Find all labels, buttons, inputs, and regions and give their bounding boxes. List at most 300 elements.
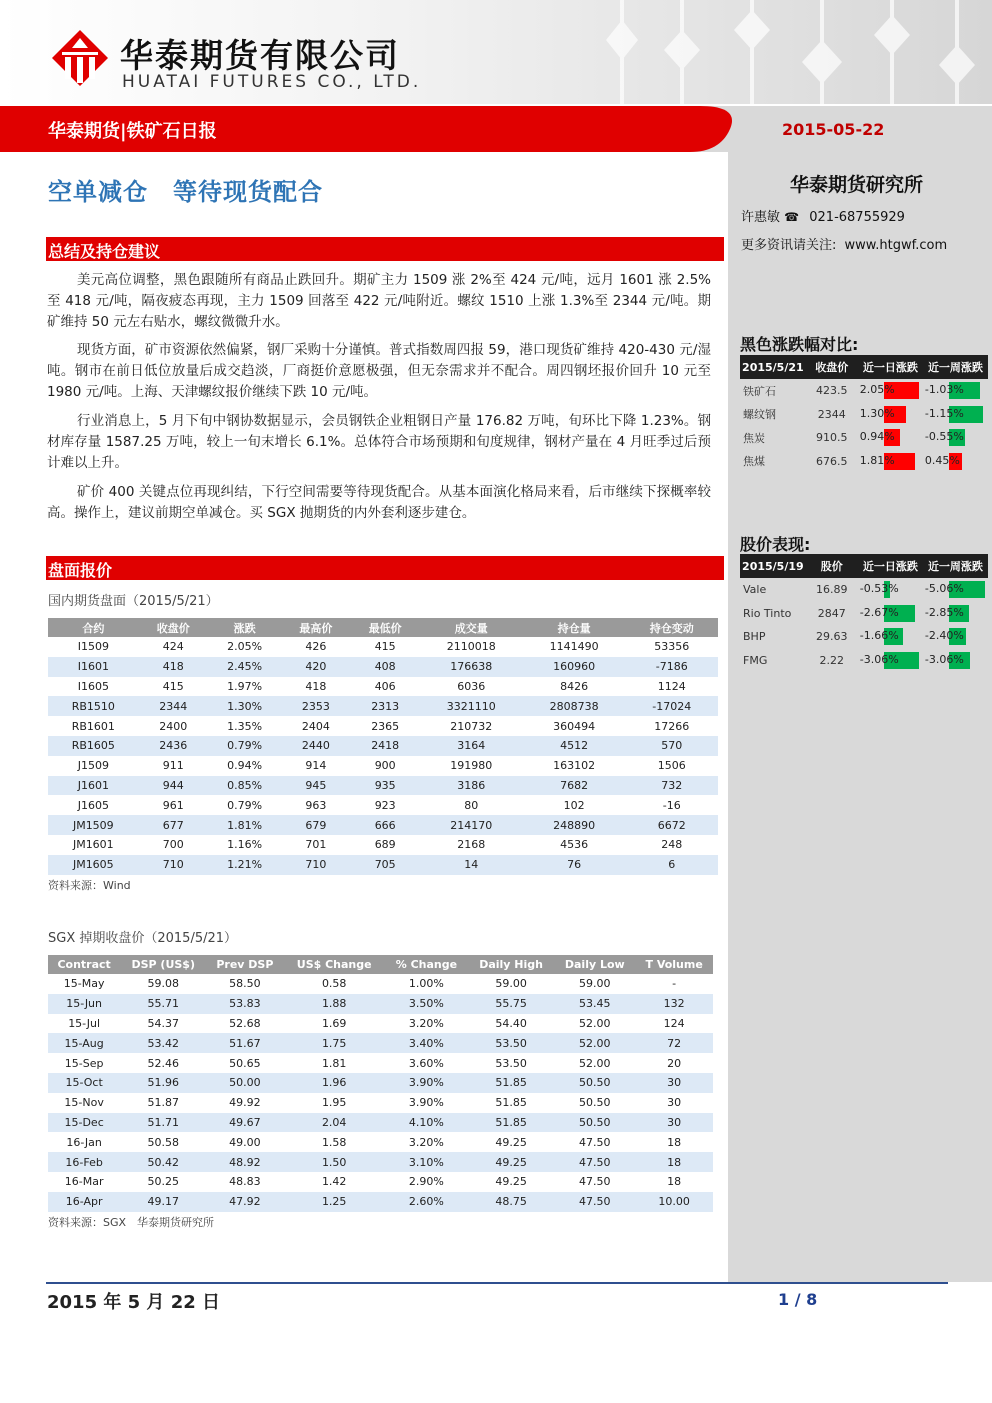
change-value: 2.05% bbox=[859, 383, 895, 396]
table-row bbox=[740, 578, 988, 602]
table-cell: 51.85 bbox=[468, 1113, 554, 1133]
table-cell: 51.85 bbox=[468, 1073, 554, 1093]
table-cell: 2344 bbox=[139, 696, 208, 716]
table-cell: JM1605 bbox=[48, 855, 139, 875]
table-cell: 570 bbox=[626, 736, 718, 756]
table-cell: 2808738 bbox=[523, 696, 626, 716]
stock-name: Rio Tinto bbox=[743, 606, 792, 620]
table-cell: 1.81% bbox=[208, 815, 281, 835]
table-cell: 53.45 bbox=[554, 994, 635, 1014]
table-cell: I1509 bbox=[77, 640, 109, 654]
col-header: US$ Change bbox=[284, 955, 385, 974]
table-cell: 8426 bbox=[560, 679, 589, 693]
col-header: Prev DSP bbox=[206, 955, 283, 974]
table-cell: 1.75 bbox=[284, 1033, 385, 1053]
table-cell: 15-May bbox=[63, 977, 105, 991]
table-cell: 59.00 bbox=[579, 977, 611, 991]
change-bar-cell bbox=[923, 379, 988, 403]
table-cell: 18 bbox=[635, 1152, 713, 1172]
table-cell: 2418 bbox=[351, 736, 420, 756]
change-value: -5.06% bbox=[924, 582, 964, 595]
change-bar-cell bbox=[858, 649, 923, 673]
stock-performance-title: 股价表现: bbox=[740, 535, 811, 554]
change-value: -1.03% bbox=[924, 383, 964, 396]
summary-paragraph: 矿价 400 关键点位再现纠结，下行空间需要等待现货配合。从基本面演化格局来看，后市继续下探概率较高。操作上，建议前期空单减仓。买 SGX 抛期货的内外套利逐步建仓。 bbox=[47, 484, 711, 521]
table-cell: 76 bbox=[523, 855, 626, 875]
change-value: 1.30% bbox=[859, 406, 895, 420]
sgx-source: 资料来源：SGX 华泰期货研究所 bbox=[48, 1216, 215, 1229]
change-value: -1.66% bbox=[859, 629, 899, 642]
col-header: 2015/5/21 bbox=[740, 355, 806, 379]
table-cell: 55.75 bbox=[468, 994, 554, 1014]
col-header: 近一日涨跌 bbox=[858, 554, 923, 578]
table-cell: 51.87 bbox=[147, 1096, 179, 1110]
col-header: 最高价 bbox=[281, 618, 350, 637]
table-row bbox=[740, 450, 988, 474]
footer-divider bbox=[46, 1282, 948, 1284]
black-compare-table bbox=[740, 355, 988, 473]
table-row bbox=[740, 403, 988, 427]
table-cell: 2436 bbox=[139, 736, 208, 756]
table-row bbox=[740, 625, 988, 649]
table-cell: 1506 bbox=[657, 759, 686, 773]
change-value: -0.53% bbox=[859, 582, 899, 595]
page-header bbox=[0, 0, 992, 104]
stock-name: FMG bbox=[743, 653, 768, 667]
col-header: 股价 bbox=[806, 554, 858, 578]
table-cell: 50.65 bbox=[229, 1056, 261, 1070]
table-cell: 52.00 bbox=[579, 1016, 611, 1030]
table-cell: 1.42 bbox=[321, 1175, 347, 1189]
change-value: -3.06% bbox=[924, 652, 964, 666]
table-cell: 923 bbox=[374, 798, 396, 812]
table-cell: 53.50 bbox=[468, 1033, 554, 1053]
table-cell: 16-Jan bbox=[66, 1135, 102, 1149]
table-cell: 15-Jul bbox=[68, 1016, 101, 1030]
change-value: -2.67% bbox=[859, 605, 899, 619]
col-header: % Change bbox=[385, 955, 468, 974]
table-cell: 1.30% bbox=[208, 696, 281, 716]
table-cell: 3.40% bbox=[385, 1033, 468, 1053]
change-bar-cell bbox=[923, 426, 988, 450]
table-cell: 689 bbox=[374, 838, 396, 852]
sidebar bbox=[728, 152, 992, 1282]
table-cell: 52.00 bbox=[579, 1056, 611, 1070]
table-cell: 3186 bbox=[420, 776, 523, 796]
table-cell: RB1510 bbox=[48, 696, 139, 716]
table-cell: 49.17 bbox=[120, 1192, 206, 1212]
stock-price: 2.22 bbox=[819, 653, 844, 667]
table-cell: I1605 bbox=[77, 679, 109, 693]
table-cell: 214170 bbox=[420, 815, 523, 835]
table-cell: 426 bbox=[305, 640, 327, 654]
table-cell: 49.67 bbox=[206, 1113, 283, 1133]
table-cell: 15-Aug bbox=[48, 1033, 120, 1053]
table-cell: 945 bbox=[281, 776, 350, 796]
table-cell: 52.68 bbox=[229, 1016, 261, 1030]
table-cell: 2353 bbox=[281, 696, 350, 716]
col-header: 近一周涨跌 bbox=[923, 554, 988, 578]
table-cell: 1.58 bbox=[321, 1135, 347, 1149]
table-cell: 72 bbox=[635, 1033, 713, 1053]
table-row bbox=[48, 657, 718, 677]
table-cell: 53.83 bbox=[206, 994, 283, 1014]
table-row bbox=[48, 1073, 713, 1093]
commodity-name: 焦煤 bbox=[743, 455, 765, 469]
table-cell: 1.95 bbox=[321, 1096, 347, 1110]
table-row bbox=[48, 1113, 713, 1133]
table-cell: 102 bbox=[563, 798, 585, 812]
col-header: 成交量 bbox=[420, 618, 523, 637]
change-bar-cell bbox=[923, 578, 988, 602]
header-decoration bbox=[560, 0, 992, 104]
table-cell: 4.10% bbox=[385, 1113, 468, 1133]
table-cell: 15-Nov bbox=[64, 1096, 104, 1110]
table-cell: 7682 bbox=[523, 776, 626, 796]
table-cell: 48.83 bbox=[229, 1175, 261, 1189]
table-cell: 3.10% bbox=[385, 1152, 468, 1172]
table-cell: 418 bbox=[305, 679, 327, 693]
table-cell: 1.21% bbox=[208, 855, 281, 875]
table-cell: 48.75 bbox=[468, 1192, 554, 1212]
table-cell: 30 bbox=[635, 1073, 713, 1093]
table-cell: 961 bbox=[162, 798, 184, 812]
table-cell: 210732 bbox=[450, 719, 493, 733]
change-value: -2.85% bbox=[924, 605, 964, 619]
col-header: Daily High bbox=[468, 955, 554, 974]
table-cell: 1.97% bbox=[227, 679, 263, 693]
change-value: -0.55% bbox=[924, 430, 964, 443]
table-cell: 677 bbox=[139, 815, 208, 835]
footer-date: 2015 年 5 月 22 日 bbox=[47, 1292, 221, 1313]
table-cell: 2168 bbox=[457, 838, 486, 852]
table-row bbox=[48, 994, 713, 1014]
col-header: T Volume bbox=[635, 955, 713, 974]
table-cell: 30 bbox=[667, 1096, 682, 1110]
table-cell: 3.60% bbox=[408, 1056, 444, 1070]
table-row bbox=[740, 602, 988, 626]
change-bar-cell bbox=[923, 625, 988, 649]
sgx-swap-table bbox=[48, 955, 713, 1212]
table-cell: 17266 bbox=[654, 719, 690, 733]
table-cell: 1.35% bbox=[227, 719, 263, 733]
commodity-name: 铁矿石 bbox=[743, 384, 776, 398]
table-row bbox=[740, 379, 988, 403]
col-header: 合约 bbox=[48, 618, 139, 637]
change-bar-cell bbox=[923, 403, 988, 427]
table-cell: 3.50% bbox=[385, 994, 468, 1014]
change-bar-cell bbox=[858, 450, 923, 474]
report-date: 2015-05-22 bbox=[782, 120, 885, 139]
change-value: 1.81% bbox=[859, 453, 895, 467]
website-link[interactable]: www.htgwf.com bbox=[844, 238, 948, 253]
table-cell: 2.90% bbox=[408, 1175, 444, 1189]
table-cell: 2400 bbox=[159, 719, 188, 733]
change-bar-cell bbox=[858, 426, 923, 450]
table-cell: 3164 bbox=[420, 736, 523, 756]
change-bar-cell bbox=[923, 450, 988, 474]
table-row bbox=[48, 815, 718, 835]
table-cell: 50.00 bbox=[206, 1073, 283, 1093]
close-price: 676.5 bbox=[816, 454, 848, 468]
table-row bbox=[740, 426, 988, 450]
table-cell: 3.90% bbox=[385, 1073, 468, 1093]
table-cell: 80 bbox=[464, 798, 479, 812]
commodity-name: 螺纹钢 bbox=[743, 408, 776, 422]
table-cell: 2.45% bbox=[208, 657, 281, 677]
black-compare-title: 黑色涨跌幅对比: bbox=[740, 335, 859, 354]
col-header: 收盘价 bbox=[139, 618, 208, 637]
sgx-table-title: SGX 掉期收盘价（2015/5/21） bbox=[48, 931, 238, 946]
table-cell: 47.50 bbox=[579, 1135, 611, 1149]
change-bar-cell bbox=[858, 625, 923, 649]
table-cell: JM1601 bbox=[72, 838, 114, 852]
company-name-cn: 华泰期货有限公司 bbox=[120, 36, 400, 75]
table-cell: 2110018 bbox=[446, 640, 496, 654]
col-header: 涨跌 bbox=[208, 618, 281, 637]
table-cell: 16-Apr bbox=[48, 1192, 120, 1212]
table-cell: 914 bbox=[305, 759, 327, 773]
table-cell: 15-Sep bbox=[64, 1056, 104, 1070]
table-row bbox=[48, 1152, 713, 1172]
change-value: -2.40% bbox=[924, 629, 964, 642]
table-cell: J1605 bbox=[77, 798, 109, 812]
summary-paragraph: 现货方面，矿市资源依然偏紧，钢厂采购十分谨慎。普式指数周四报 59，港口现货矿维持 420-430 元/湿吨。钢市在前日低位放量后成交趋淡，厂商挺价意愿极强，但无奈需求并不配合。周四钢坯报价回升 10 元至 1980 元/吨。上海、天津螺纹报价继续下跌 10 元/吨。 bbox=[47, 342, 711, 400]
stock-price: 29.63 bbox=[816, 630, 848, 644]
change-value: 0.94% bbox=[859, 430, 895, 443]
table-cell: 47.50 bbox=[554, 1192, 635, 1212]
table-row bbox=[48, 756, 718, 776]
table-cell: 418 bbox=[139, 657, 208, 677]
change-bar-cell bbox=[858, 602, 923, 626]
table-cell: -16 bbox=[662, 798, 681, 812]
table-cell: 50.58 bbox=[147, 1135, 179, 1149]
table-cell: 935 bbox=[351, 776, 420, 796]
table-cell: 0.85% bbox=[208, 776, 281, 796]
table-cell: 0.79% bbox=[208, 736, 281, 756]
table-cell: 0.94% bbox=[227, 759, 263, 773]
table-cell: 1.25 bbox=[284, 1192, 385, 1212]
table-cell: 1.81 bbox=[321, 1056, 347, 1070]
change-bar-cell bbox=[858, 578, 923, 602]
table-cell: 51.71 bbox=[120, 1113, 206, 1133]
table-cell: 710 bbox=[281, 855, 350, 875]
table-cell: 2365 bbox=[371, 719, 400, 733]
domestic-futures-table bbox=[48, 618, 718, 875]
table-cell: 49.25 bbox=[495, 1135, 527, 1149]
institute-name: 华泰期货研究所 bbox=[790, 174, 924, 196]
table-cell: 700 bbox=[162, 838, 184, 852]
col-header: 2015/5/19 bbox=[740, 554, 806, 578]
table-cell: 944 bbox=[139, 776, 208, 796]
table-cell: RB1601 bbox=[71, 719, 115, 733]
table-cell: 48.92 bbox=[206, 1152, 283, 1172]
table-cell: 6 bbox=[626, 855, 718, 875]
table-cell: 50.42 bbox=[120, 1152, 206, 1172]
table-cell: 2440 bbox=[281, 736, 350, 756]
table-cell: 6672 bbox=[626, 815, 718, 835]
table-cell: 710 bbox=[139, 855, 208, 875]
table-cell: 963 bbox=[305, 798, 327, 812]
table-row bbox=[48, 677, 718, 697]
table-cell: 163102 bbox=[553, 759, 596, 773]
table-cell: - bbox=[672, 977, 677, 991]
table-cell: 1.69 bbox=[321, 1016, 347, 1030]
table-cell: 16-Mar bbox=[64, 1175, 104, 1189]
table-row bbox=[48, 696, 718, 716]
table-cell: J1509 bbox=[77, 759, 109, 773]
table-cell: 52.46 bbox=[147, 1056, 179, 1070]
summary-paragraph: 行业消息上，5 月下旬中钢协数据显示，会员钢铁企业粗钢日产量 176.82 万吨，旬环比下降 1.23%。钢材库存量 1587.25 万吨，较上一旬末增长 6.1%。总体符合市场预期和旬度规律，钢材产量在 4 月旺季过后预计难以上升。 bbox=[47, 413, 711, 471]
table-cell: RB1605 bbox=[48, 736, 139, 756]
report-series-title: 华泰期货|铁矿石日报 bbox=[48, 121, 217, 142]
table-cell: 6036 bbox=[457, 679, 486, 693]
table-cell: 701 bbox=[305, 838, 327, 852]
change-value: -3.06% bbox=[859, 652, 899, 666]
table-cell: 1124 bbox=[657, 679, 686, 693]
table-cell: 59.00 bbox=[495, 977, 527, 991]
table-cell: 2.60% bbox=[385, 1192, 468, 1212]
domestic-source: 资料来源：Wind bbox=[48, 879, 131, 892]
table-cell: 3.20% bbox=[408, 1016, 444, 1030]
quote-section-title: 盘面报价 bbox=[48, 561, 113, 580]
table-cell: 50.25 bbox=[147, 1175, 179, 1189]
table-row bbox=[48, 855, 718, 875]
table-cell: 14 bbox=[420, 855, 523, 875]
stock-performance-table bbox=[740, 554, 988, 672]
table-cell: 52.00 bbox=[554, 1033, 635, 1053]
page-number: 1 / 8 bbox=[778, 1290, 818, 1309]
table-cell: 50.50 bbox=[554, 1073, 635, 1093]
stock-price: 16.89 bbox=[816, 583, 848, 597]
table-row bbox=[48, 1132, 713, 1152]
table-cell: 1.88 bbox=[284, 994, 385, 1014]
summary-paragraph: 美元高位调整，黑色跟随所有商品止跌回升。期矿主力 1509 涨 2%至 424 元/吨，远月 1601 涨 2.5%至 418 元/吨，隔夜疲态再现，主力 1509 回落至 422 元/吨附近。螺纹 1510 上涨 1.3%至 2344 元/吨。期矿维持 50 元左右贴水，螺纹微微升水。 bbox=[47, 272, 711, 330]
commodity-name: 焦炭 bbox=[743, 431, 765, 445]
table-cell: I1601 bbox=[48, 657, 139, 677]
analyst-name: 许惠敏 bbox=[741, 210, 781, 225]
analyst-contact bbox=[741, 206, 905, 225]
table-cell: 16-Feb bbox=[48, 1152, 120, 1172]
table-cell: 408 bbox=[351, 657, 420, 677]
table-cell: 248890 bbox=[523, 815, 626, 835]
table-cell: 2.05% bbox=[227, 640, 263, 654]
table-cell: 50.50 bbox=[554, 1113, 635, 1133]
change-value: -1.15% bbox=[924, 406, 964, 420]
col-header: 近一日涨跌 bbox=[858, 355, 923, 379]
table-row bbox=[48, 974, 713, 994]
table-cell: 49.00 bbox=[229, 1135, 261, 1149]
table-cell: 248 bbox=[661, 838, 683, 852]
quote-section-bar bbox=[46, 556, 724, 580]
table-cell: 191980 bbox=[450, 759, 493, 773]
change-value: 0.45% bbox=[924, 453, 960, 467]
table-cell: 10.00 bbox=[635, 1192, 713, 1212]
table-cell: 424 bbox=[162, 640, 184, 654]
table-cell: 2404 bbox=[301, 719, 330, 733]
table-cell: -17024 bbox=[626, 696, 718, 716]
col-header: Contract bbox=[48, 955, 120, 974]
table-cell: 51.85 bbox=[495, 1096, 527, 1110]
table-row bbox=[48, 776, 718, 796]
stock-price: 2847 bbox=[817, 606, 846, 620]
table-cell: 15-Oct bbox=[48, 1073, 120, 1093]
table-cell: 2313 bbox=[351, 696, 420, 716]
table-cell: 49.25 bbox=[468, 1152, 554, 1172]
table-cell: 415 bbox=[374, 640, 396, 654]
table-cell: 20 bbox=[667, 1056, 682, 1070]
close-price: 910.5 bbox=[816, 431, 848, 445]
table-cell: 420 bbox=[281, 657, 350, 677]
col-header: 收盘价 bbox=[806, 355, 858, 379]
table-cell: 54.37 bbox=[147, 1016, 179, 1030]
more-info bbox=[741, 234, 947, 253]
table-cell: 49.92 bbox=[229, 1096, 261, 1110]
close-price: 2344 bbox=[817, 407, 846, 421]
table-cell: 406 bbox=[374, 679, 396, 693]
table-row bbox=[48, 1093, 713, 1113]
table-cell: 3.90% bbox=[408, 1096, 444, 1110]
table-row bbox=[48, 1014, 713, 1034]
stock-name: Vale bbox=[743, 583, 767, 597]
close-price: 423.5 bbox=[816, 384, 848, 398]
table-cell: 2.04 bbox=[284, 1113, 385, 1133]
table-cell: 51.96 bbox=[120, 1073, 206, 1093]
table-cell: J1601 bbox=[48, 776, 139, 796]
table-row bbox=[48, 716, 718, 736]
summary-section-title: 总结及持仓建议 bbox=[48, 242, 161, 261]
table-cell: 732 bbox=[626, 776, 718, 796]
table-cell: 59.08 bbox=[147, 977, 179, 991]
table-cell: 58.50 bbox=[229, 977, 261, 991]
table-cell: 53.50 bbox=[495, 1056, 527, 1070]
change-bar-cell bbox=[923, 602, 988, 626]
table-cell: 47.92 bbox=[206, 1192, 283, 1212]
domestic-table-title: 国内期货盘面（2015/5/21） bbox=[48, 594, 219, 609]
company-name-en: HUATAI FUTURES CO., LTD. bbox=[122, 72, 422, 92]
col-header: 持仓量 bbox=[523, 618, 626, 637]
table-cell: 124 bbox=[663, 1016, 685, 1030]
table-row bbox=[48, 1033, 713, 1053]
table-cell: 3.20% bbox=[408, 1135, 444, 1149]
table-cell: 415 bbox=[162, 679, 184, 693]
col-header: 近一周涨跌 bbox=[923, 355, 988, 379]
table-cell: 1.96 bbox=[284, 1073, 385, 1093]
table-cell: 49.25 bbox=[495, 1175, 527, 1189]
table-cell: 3321110 bbox=[420, 696, 523, 716]
table-cell: 1.16% bbox=[227, 838, 263, 852]
table-row bbox=[48, 1192, 713, 1212]
table-cell: 55.71 bbox=[120, 994, 206, 1014]
change-bar-cell bbox=[858, 379, 923, 403]
report-headline: 空单减仓 等待现货配合 bbox=[48, 178, 323, 206]
analyst-phone: 021-68755929 bbox=[809, 210, 905, 225]
col-header: 持仓变动 bbox=[626, 618, 718, 637]
huatai-logo-icon bbox=[52, 30, 108, 90]
more-info-label: 更多资讯请关注: bbox=[741, 238, 837, 253]
table-cell: -7186 bbox=[626, 657, 718, 677]
table-row bbox=[740, 649, 988, 673]
col-header: Daily Low bbox=[554, 955, 635, 974]
table-cell: 1141490 bbox=[549, 640, 599, 654]
table-cell: 1.50 bbox=[284, 1152, 385, 1172]
table-cell: 360494 bbox=[553, 719, 596, 733]
table-cell: 911 bbox=[162, 759, 184, 773]
table-cell: 47.50 bbox=[579, 1175, 611, 1189]
table-cell: 679 bbox=[281, 815, 350, 835]
table-cell: 47.50 bbox=[554, 1152, 635, 1172]
table-row bbox=[48, 637, 718, 657]
